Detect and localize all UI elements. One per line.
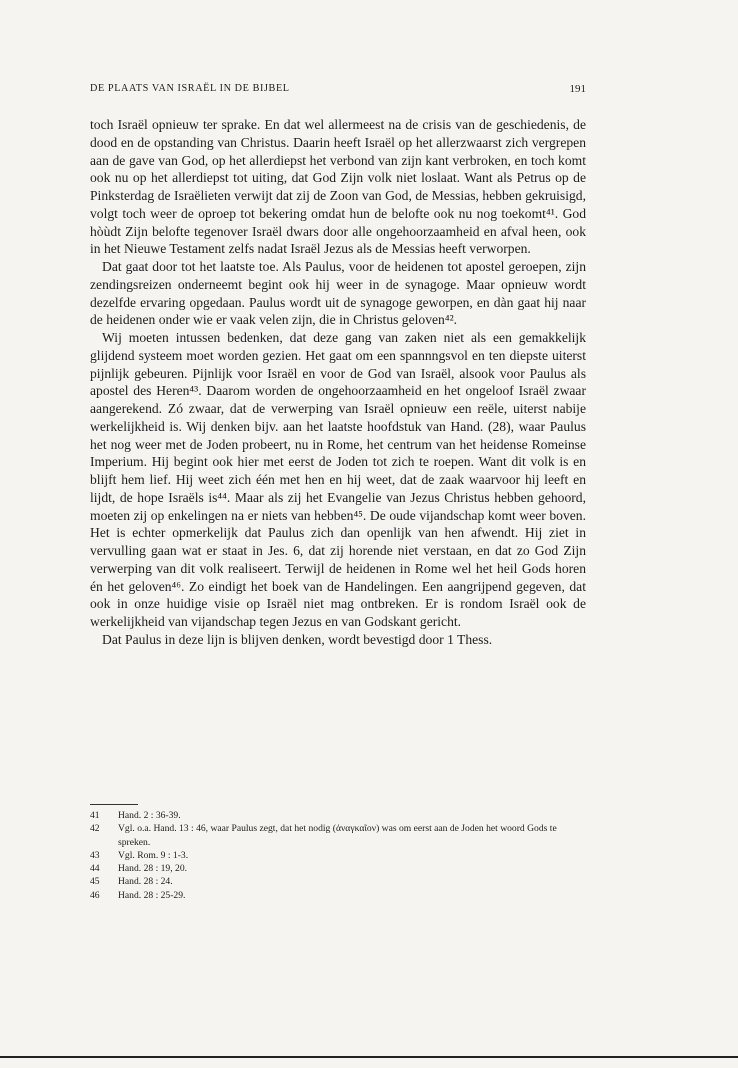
footnote-text: Vgl. Rom. 9 : 1-3. [118, 849, 189, 861]
paragraph: Dat gaat door tot het laatste toe. Als Paulus, voor de heidenen tot apostel geroepen, zijn zendingsreizen onderneemt begint ook hij weer in de synagoge. Maar opnieuw wordt dezelfde ervaring opgedaan. Paulus wordt uit de synagoge geworpen, en dàn gaat hij naar de heidenen onder wie er vaak velen zijn, die in Christus geloven⁴². [90, 259, 586, 328]
footnote [90, 889, 586, 902]
paragraph: Dat Paulus in deze lijn is blijven denken, wordt bevestigd door 1 Thess. [102, 631, 493, 647]
running-head-title: DE PLAATS VAN ISRAËL IN DE BIJBEL [90, 83, 290, 94]
footnote-number: 46 [90, 889, 100, 901]
footnote-text: Hand. 28 : 19, 20. [118, 863, 188, 875]
page-number: 191 [569, 83, 586, 95]
scan-edge [0, 1056, 738, 1058]
footnote-number: 42 [90, 823, 100, 835]
footnote [90, 809, 586, 822]
body-text [90, 116, 586, 649]
footnote-number: 41 [90, 810, 100, 821]
footnote [90, 822, 586, 849]
footnote [90, 875, 586, 888]
footnote-text: Vgl. o.a. Hand. 13 : 46, waar Paulus zegt, dat het nodig (ἀναγκαῖον) was om eerst aan de Joden het woord Gods te spreken. [118, 823, 557, 848]
footnotes [90, 809, 586, 902]
footnote-text: Hand. 2 : 36-39. [118, 810, 181, 821]
footnote-text: Hand. 28 : 25-29. [118, 889, 186, 901]
footnote [90, 849, 586, 862]
paragraph: Wij moeten intussen bedenken, dat deze gang van zaken niet als een gemakkelijk glijdend systeem moet worden gezien. Het gaat om een spannngsvol en ten diepste uiterst pijnlijk gebeuren. Pijnlijk voor Israël en voor de God van Israël, alsook voor Paulus als apostel des Heren⁴³. Daarom worden de ongehoorzaamheid en het ongeloof Israël zwaar aangerekend. Zó zwaar, dat de verwerping van Israël opnieuw een reële, uiterst nabije werkelijkheid is. Wij denken bijv. aan het laatste hoofdstuk van Hand. (28), waar Paulus het nog weer met de Joden probeert, nu in Rome, het centrum van het heidense Romeinse Imperium. Hij begint ook hier met eerst de Joden tot zich te roepen. Want dit volk is en blijft hem lief. Hij weet zich één met hen en hij weet, dat de zaak waarvoor hij leeft en lijdt, de hope Israëls is⁴⁴. Maar als zij het Evangelie van Jezus Christus hebben gehoord, moeten zij op enkelingen na er niets van hebben⁴⁵. De oude vijandschap komt weer boven. Het is echter opmerkelijk dat Paulus zich dan openlijk van hen afwendt. Hij ziet in vervulling gaan wat er staat in Jes. 6, dat zij horende niet verstaan, en dat zo God Zijn verwerping van dit volk realiseert. Terwijl de heidenen in Rome wel het heil Gods horen én het geloven⁴⁶. Zo eindigt het boek van de Handelingen. Een aangrijpend gegeven, dat ook in onze huidige visie op Israël niet mag ontbreken. Er is rondom Israël ook de werkelijkheid van vijandschap tegen Jezus en van Godskant gericht. [90, 330, 586, 629]
footnote-separator [90, 804, 138, 805]
footnote-number: 45 [90, 876, 100, 888]
footnote-number: 43 [90, 849, 100, 861]
footnote-number: 44 [90, 863, 100, 875]
footnote [90, 862, 586, 875]
paragraph: toch Israël opnieuw ter sprake. En dat wel allermeest na de crisis van de geschiedenis, de dood en de opstanding van Christus. Daarin heeft Israël op het allerzwaarst zich vergrepen aan de gave van God, op het allerdiepst het verbond van zijn kant verbroken, en toch komt ook nu op het allerdiepst tot uiting, dat God Zijn volk niet loslaat. Want als Petrus op de Pinksterdag de Israëlieten verwijt dat zij de Zoon van God, de Messias, hebben gekruisigd, volgt toch weer de oproep tot bekering omdat hun de belofte ook nu nog toekomt⁴¹. God hòùdt Zijn belofte tegenover Israël dwars door alle ongehoorzaamheid en afval heen, ook in het Nieuwe Testament zelfs nadat Israël Jezus als de Messias heeft verworpen. [90, 117, 586, 257]
footnote-text: Hand. 28 : 24. [118, 876, 173, 888]
